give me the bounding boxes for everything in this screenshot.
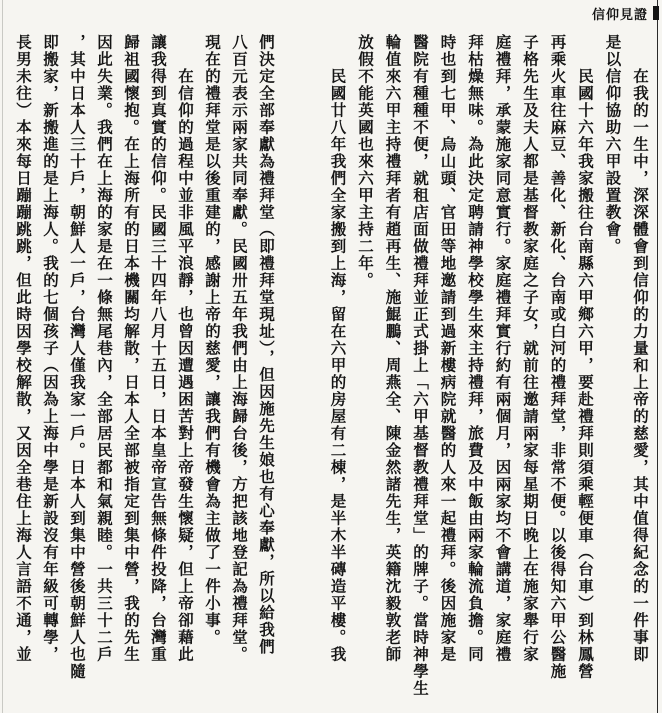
text-column-2: 是以信仰協助六甲設置教會。	[603, 34, 623, 255]
text-column-16: 在信仰的過程中並非風平浪靜，也曾因遭遇困苦對上帝發生懷疑，但上帝卻藉此	[176, 68, 195, 663]
text-column-17: 讓我得到真實的信仰。民國三十四年八月十五日，日本皇帝宣告無條件投降，台灣重	[149, 34, 168, 663]
text-column-10: 輪值來六甲主持禮拜者有趙再生、施鯤鵬、周燕全、陳金然諸先生，英籍沈毅敦老師	[383, 34, 403, 663]
text-column-7: 拜枯燥無味。為此決定聘請神學校學生來主持禮拜，旅費及中飯由兩家輪流負擔。同	[466, 34, 485, 663]
text-column-6: 庭禮拜，承蒙施家同意實行。家庭禮拜實行約有兩個月，因兩家均不會講道，家庭禮	[493, 34, 513, 663]
running-header-title: 信仰見證	[592, 7, 649, 23]
text-column-20: ，其中日本人三十戶，朝鮮人一戶，台灣人僅我家一戶。日本人到集中營後朝鮮人也隨	[68, 34, 87, 680]
text-column-21: 即搬家，新搬進的是上海人。我的七個孩子（因為上海中學是新設沒有年級可轉學，	[41, 34, 60, 663]
text-column-22: 長男未往）本來每日蹦蹦跳跳，但此時因學校解散，又因全巷住上海人言語不通，並	[14, 34, 33, 663]
running-header	[592, 4, 659, 22]
page-edge-rule	[2, 0, 3, 713]
page-border-rule	[657, 0, 658, 713]
text-column-19: 因此失業。我們在上海的家是在一條無尾巷內，全部居民都和氣親睦。一共三十二戶	[95, 34, 114, 663]
text-column-14: 八百元表示兩家共同奉獻。民國卅五年我們由上海歸台後，方把該地登記為禮拜堂。	[230, 34, 249, 663]
text-column-4: 再乘火車往麻豆、善化、新化、台南或白河的禮拜堂，非常不便。以後得知六甲公醫施	[548, 34, 568, 680]
text-column-13: 們決定全部奉獻為禮拜堂（即禮拜堂現址），但因施先生娘也有心奉獻，所以給我們	[257, 34, 276, 656]
text-column-18: 歸祖國懷抱。在上海所有的日本機關均解散，日本人全部被指定到集中營，我的先生	[122, 34, 141, 663]
text-column-5: 子格先生及夫人都是基督教家庭之子女，就前往邀請兩家每星期日晚上在施家舉行家	[521, 34, 540, 663]
text-column-11: 放假不能英國也來六甲主持二年。	[356, 34, 375, 289]
text-column-12: 民國廿八年我們全家搬到上海，留在六甲的房屋有二棟，是半木半磚造平樓。我	[328, 68, 348, 663]
text-column-8: 時也到七甲、烏山頭、官田等地邀請到過新樓病院就醫的人來一起禮拜。後因施家是	[438, 34, 458, 663]
header-block-mark	[653, 6, 659, 20]
text-column-3: 民國十六年我家搬往台南縣六甲鄉六甲，要赴禮拜則須乘輕便車（台車）到林鳳營	[576, 68, 595, 680]
text-column-9: 醫院有種種不便，就租店面做禮拜並正式掛上「六甲基督教禮拜堂」的牌子。當時神學生	[411, 34, 430, 697]
text-column-1: 在我的一生中，深深體會到信仰的力量和上帝的慈愛，其中值得紀念的一件事即	[631, 68, 650, 663]
text-column-15: 現在的禮拜堂是以後重建的，感謝上帝的慈愛，讓我們有機會為主做了一件小事。	[203, 34, 222, 646]
